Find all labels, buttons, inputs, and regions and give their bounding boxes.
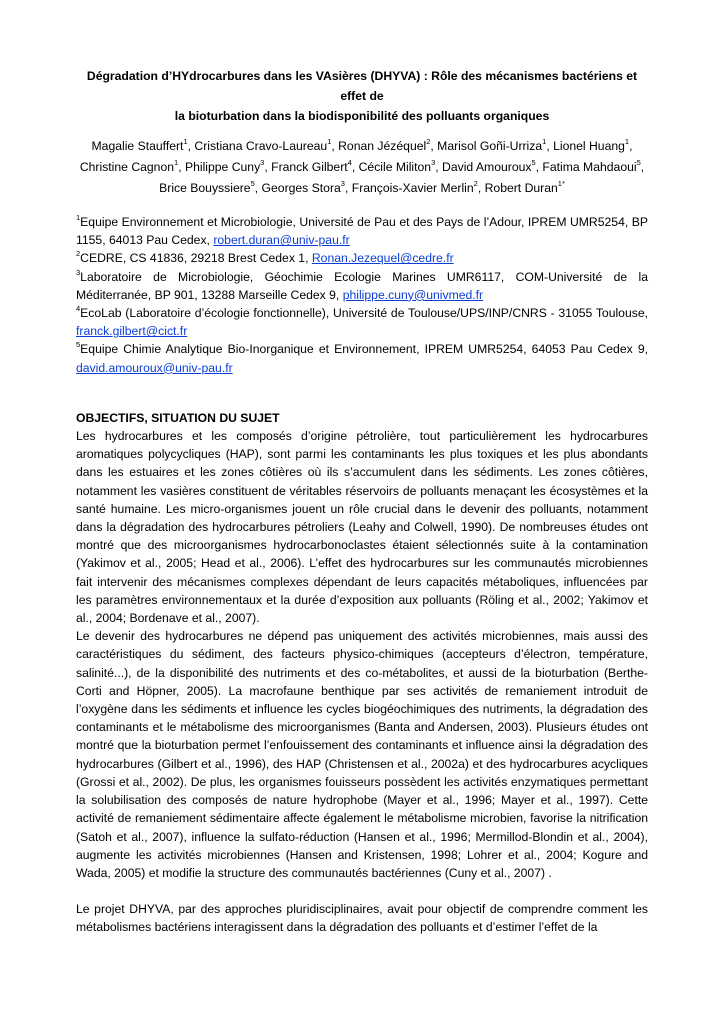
author-list: Magalie Stauffert$^1$, Cristiana Cravo-Laureau$^1$, Ronan Jézéquel$^2$, Marisol Goñi-Urriza$^1$, Lionel Huang$^1$, Christine Cagnon$^1$, Philippe Cuny$^3$, Franck Gilbert$^4$, Cécile Militon$^3$, David Amouroux$^5$, Fatima Mahdaoui$^5$, Brice Bouyssiere$^5$, Georges Stora$^3$, François-Xavier Merlin$^2$, Robert Duran$^{1*}$	[79, 136, 645, 195]
author-name: Cristiana Cravo-Laureau	[194, 139, 328, 153]
body-paragraph-3: Le projet DHYVA, par des approches pluridisciplinaires, avait pour objectif de comprendre comment les métabolismes bactériens interagissent dans la dégradation des polluants et d’estimer l’effet de la	[76, 902, 648, 935]
author-name: François-Xavier Merlin	[351, 181, 474, 195]
email-link[interactable]: Ronan.Jezequel@cedre.fr	[311, 251, 454, 266]
author-affiliation-marker: 1	[624, 136, 630, 146]
title-line-2: la bioturbation dans la biodisponibilité des polluants organiques	[174, 109, 550, 123]
author-affiliation-marker: 1	[174, 157, 179, 167]
author-affiliation-marker: 3	[260, 157, 265, 167]
affiliation-5	[76, 340, 648, 376]
email-link[interactable]: david.amouroux@univ-pau.fr	[76, 360, 233, 375]
author-affiliation-marker: 3	[340, 178, 345, 188]
author-name: Robert Duran	[484, 181, 558, 195]
section-heading: OBJECTIFS, SITUATION DU SUJET	[76, 410, 280, 425]
author-affiliation-marker: 5	[636, 157, 641, 167]
author-name: Brice Bouyssiere	[159, 181, 251, 195]
author-affiliation-marker: 5	[250, 178, 255, 188]
author-affiliation-marker: 1	[327, 136, 332, 146]
author-affiliation-marker: 5	[531, 157, 536, 167]
paper-title	[76, 66, 648, 126]
author-affiliation-marker: 4	[347, 157, 352, 167]
affiliation-2	[76, 249, 648, 267]
body-paragraph-1: Les hydrocarbures et les composés d’origine pétrolière, tout particulièrement les hydrocarbures aromatiques polycycliques (HAP), sont parmi les contaminants les plus toxiques et les plus abondants dans les estuaires et les zones côtières où ils s’accumulent dans les sédiments. Les zones côtières, notamment les vasières constituent de véritables réservoirs de polluants menaçant les écosystèmes et la santé humaine. Les micro-organismes jouent un rôle crucial dans le devenir des polluants, notamment dans la dégradation des hydrocarbures pétroliers (Leahy and Colwell, 1990). De nombreuses études ont montré que des microorganismes hydrocarbonoclastes étaient sélectionnés suite à la contamination (Yakimov et al., 2005; Head et al., 2006). L’effet des hydrocarbures sur les communautés microbiennes fait intervenir des mécanismes complexes dépendant de leurs capacités métaboliques, influencées par les paramètres environnementaux et la durée d’exposition aux polluants (Röling et al., 2002; Yakimov et al., 2004; Bordenave et al., 2007).	[76, 429, 648, 626]
author-name: Lionel Huang	[553, 139, 625, 153]
affiliation-text: Laboratoire de Microbiologie, Géochimie Ecologie Marines UMR6117, COM-Université de la Méditerranée, BP 901, 13288 Marseille Cedex 9,	[76, 269, 648, 302]
affiliation-1	[76, 213, 648, 249]
affiliation-text: CEDRE, CS 41836, 29218 Brest Cedex 1,	[80, 251, 312, 266]
author-name: Franck Gilbert	[271, 160, 348, 174]
author-name: Fatima Mahdaoui	[542, 160, 637, 174]
author-affiliation-marker: 2	[473, 178, 478, 188]
email-link[interactable]: philippe.cuny@univmed.fr	[342, 287, 484, 302]
author-name: David Amouroux	[442, 160, 532, 174]
affiliation-number: 1	[76, 212, 81, 222]
affiliation-3	[76, 268, 648, 304]
author-name: Marisol Goñi-Urriza	[437, 139, 543, 153]
affiliation-text: EcoLab (Laboratoire d’écologie fonctionnelle), Université de Toulouse/UPS/INP/CNRS - 31055 Toulouse,	[80, 306, 648, 321]
author-affiliation-marker: 2	[426, 136, 431, 146]
author-affiliation-marker: 1	[183, 136, 188, 146]
author-name: Cécile Militon	[358, 160, 432, 174]
author-affiliation-marker: 3	[431, 157, 436, 167]
author-affiliation-marker: 1*	[557, 178, 565, 188]
author-name: Christine Cagnon	[79, 160, 175, 174]
author-name: Philippe Cuny	[184, 160, 261, 174]
affiliation-number: 2	[76, 249, 81, 259]
affiliation-text: Equipe Environnement et Microbiologie, Université de Pau et des Pays de l’Adour, IPREM UMR5254, BP 1155, 64013 Pau Cedex,	[76, 215, 648, 248]
affiliation-text: Equipe Chimie Analytique Bio-Inorganique et Environnement, IPREM UMR5254, 64053 Pau Cedex 9,	[80, 342, 648, 357]
author-affiliation-marker: 1	[542, 136, 547, 146]
affiliation-4	[76, 304, 648, 340]
title-line-1: Dégradation d’HYdrocarbures dans les VAsières (DHYVA) : Rôle des mécanismes bactériens et effet de	[86, 69, 638, 103]
author-name: Ronan Jézéquel	[338, 139, 427, 153]
email-link[interactable]: franck.gilbert@cict.fr	[76, 324, 188, 339]
affiliation-number: 3	[76, 267, 81, 277]
body-paragraph-2: Le devenir des hydrocarbures ne dépend pas uniquement des activités microbiennes, mais aussi des caractéristiques du sédiment, des facteurs physico-chimiques (accepteurs d’électron, température, salinité...), de la disponibilité des nutriments et des co-métabolites, et aussi de la bioturbation (Berthe-Corti and Höpner, 2005). La macrofaune benthique par ses activités de remaniement introduit de l’oxygène dans les sédiments et influence les cycles biogéochimiques des nutriments, la dégradation des contaminants et le métabolisme des microorganismes (Banta and Andersen, 2003). Plusieurs études ont montré que la bioturbation permet l’enfouissement des contaminants et influence ainsi la dégradation des hydrocarbures (Gilbert et al., 1996), des HAP (Christensen et al., 2002a) et des hydrocarbures acycliques (Grossi et al., 2002). De plus, les organismes fouisseurs possèdent les activités enzymatiques permettant la solubilisation des composés de nature hydrophobe (Mayer et al., 1996; Mayer et al., 1997). Cette activité de remaniement sédimentaire affecte également le métabolisme microbien, favorise la nitrification (Satoh et al., 2007), influence la sulfato-réduction (Hansen et al., 1996; Mermillod-Blondin et al., 2004), augmente les activités microbiennes (Hansen and Kristensen, 1998; Lohrer et al., 2004; Kogure and Wada, 2005) et modifie la structure des communautés bactériennes (Cuny et al., 2007) .	[76, 629, 648, 880]
affiliation-number: 4	[76, 303, 81, 313]
email-link[interactable]: robert.duran@univ-pau.fr	[213, 233, 350, 248]
author-name: Magalie Stauffert	[91, 139, 184, 153]
affiliation-number: 5	[76, 340, 81, 350]
author-name: Georges Stora	[261, 181, 341, 195]
affiliation-list	[76, 213, 648, 377]
